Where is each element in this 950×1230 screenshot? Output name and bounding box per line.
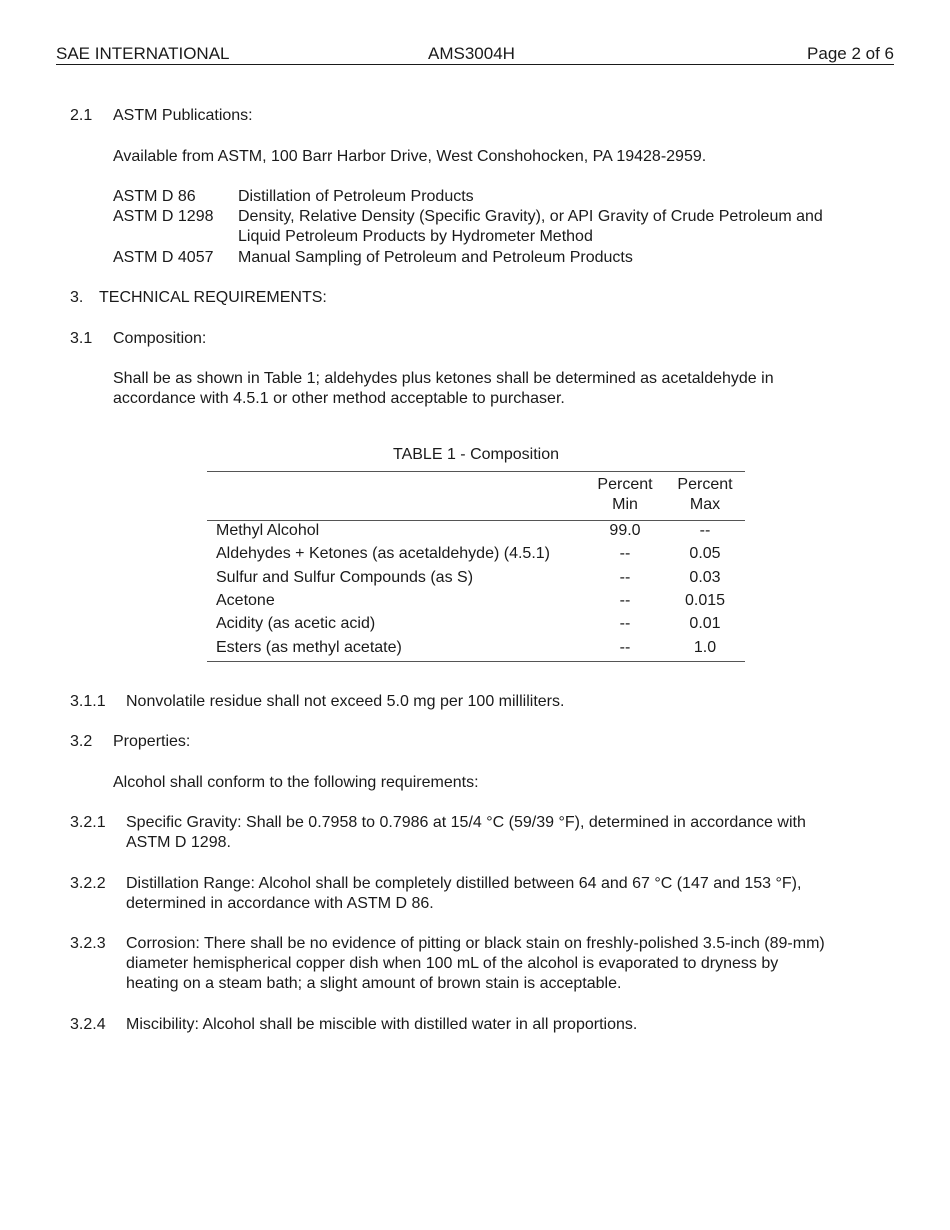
ref-title: Density, Relative Density (Specific Gravity), or API Gravity of Crude Petroleum and [238, 208, 823, 225]
header-max: Percent [677, 476, 733, 493]
header-min: Min [612, 496, 638, 513]
section-3-2-body: Alcohol shall conform to the following requirements: [113, 774, 479, 791]
section-3-1-number: 3.1 [70, 330, 93, 347]
section-3-2-1-text: Specific Gravity: Shall be 0.7958 to 0.7986 at 15/4 °C (59/39 °F), determined in accordance with [126, 814, 806, 831]
section-3-1-body: Shall be as shown in Table 1; aldehydes plus ketones shall be determined as acetaldehyde in [113, 370, 774, 387]
section-3-1-body: accordance with 4.5.1 or other method acceptable to purchaser. [113, 390, 565, 407]
section-3-title: TECHNICAL REQUIREMENTS: [99, 289, 327, 306]
table-top-rule [207, 471, 745, 472]
section-3-2-3-text: diameter hemispherical copper dish when 100 mL of the alcohol is evaporated to dryness by [126, 955, 779, 972]
table-bottom-rule [207, 661, 745, 662]
table-row-min: -- [619, 569, 631, 586]
section-3-2-3-text: Corrosion: There shall be no evidence of pitting or black stain on freshly-polished 3.5-inch (89-mm) [126, 935, 825, 952]
ref-code: ASTM D 86 [113, 188, 196, 205]
table-row-min: -- [619, 592, 631, 609]
section-3-2-2-number: 3.2.2 [70, 875, 106, 892]
header-max: Max [689, 496, 721, 513]
table-row-name: Methyl Alcohol [216, 522, 320, 539]
ref-title: Distillation of Petroleum Products [238, 188, 474, 205]
section-3-2-4-text: Miscibility: Alcohol shall be miscible with distilled water in all proportions. [126, 1016, 638, 1033]
page-header [56, 44, 894, 65]
section-3-1-title: Composition: [113, 330, 207, 347]
header-min: Percent [597, 476, 653, 493]
section-3-2-4-number: 3.2.4 [70, 1016, 106, 1033]
section-3-2-1-number: 3.2.1 [70, 814, 106, 831]
section-3-2-3-number: 3.2.3 [70, 935, 106, 952]
header-organization: SAE INTERNATIONAL [56, 44, 230, 63]
section-3-2-2-text: Distillation Range: Alcohol shall be completely distilled between 64 and 67 °C (147 and 153 °F), [126, 875, 802, 892]
table-row-max: 0.05 [689, 545, 721, 562]
section-3-1-1-number: 3.1.1 [70, 693, 106, 710]
table-row-min: -- [619, 615, 631, 632]
table-row-name: Acidity (as acetic acid) [216, 615, 376, 632]
section-3-2-number: 3.2 [70, 733, 93, 750]
table-row-name: Acetone [216, 592, 275, 609]
header-page-number: Page 2 of 6 [807, 44, 894, 63]
ref-code: ASTM D 4057 [113, 249, 214, 266]
section-3-2-title: Properties: [113, 733, 191, 750]
table-row-max: -- [699, 522, 711, 539]
table-row-min: 99.0 [609, 522, 641, 539]
ref-title: Manual Sampling of Petroleum and Petroleum Products [238, 249, 633, 266]
section-2-1-number: 2.1 [70, 107, 93, 124]
table-1-title: TABLE 1 - Composition [393, 446, 559, 463]
section-3-2-3-text: heating on a steam bath; a slight amount of brown stain is acceptable. [126, 975, 622, 992]
astm-address: Available from ASTM, 100 Barr Harbor Drive, West Conshohocken, PA 19428-2959. [113, 148, 707, 165]
section-3-2-1-text: ASTM D 1298. [126, 834, 231, 851]
section-3-1-1-text: Nonvolatile residue shall not exceed 5.0 mg per 100 milliliters. [126, 693, 565, 710]
table-row-max: 1.0 [693, 639, 717, 656]
table-row-max: 0.01 [689, 615, 721, 632]
table-row-min: -- [619, 639, 631, 656]
ref-code: ASTM D 1298 [113, 208, 214, 225]
table-row-name: Esters (as methyl acetate) [216, 639, 402, 656]
section-3-number: 3. [70, 289, 84, 306]
ref-title: Liquid Petroleum Products by Hydrometer Method [238, 228, 593, 245]
section-2-1-title: ASTM Publications: [113, 107, 253, 124]
header-document-id: AMS3004H [428, 44, 515, 63]
table-row-min: -- [619, 545, 631, 562]
table-row-name: Aldehydes + Ketones (as acetaldehyde) (4.5.1) [216, 545, 550, 562]
table-row-name: Sulfur and Sulfur Compounds (as S) [216, 569, 474, 586]
table-row-max: 0.015 [684, 592, 726, 609]
table-row-max: 0.03 [689, 569, 721, 586]
section-3-2-2-text: determined in accordance with ASTM D 86. [126, 895, 434, 912]
